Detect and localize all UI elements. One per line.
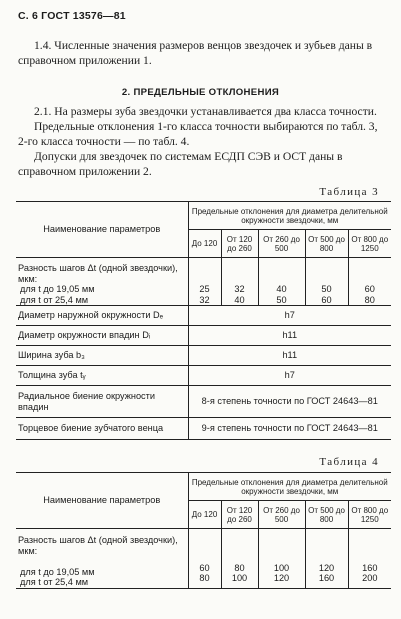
table3-group-header: Предельные отклонения для диаметра делительной окружности звездочки, мм	[188, 202, 391, 230]
table3-param-header: Наименование параметров	[43, 224, 161, 235]
paragraph-2-1b-text: Предельные отклонения 1-го класса точности выбираются по табл. 3, 2-го класса точности — по табл. 4.	[18, 120, 378, 148]
table-4	[16, 472, 391, 589]
table4-caption: Таблица 4	[319, 456, 379, 468]
table4-col-3: От 260 до 500	[258, 501, 305, 529]
table3-col-2: От 120 до 260	[221, 230, 258, 258]
table4-pitch-b: для t от 25,4 мм	[20, 577, 89, 587]
table3-col-1: До 120	[188, 230, 221, 258]
table3-pitch-val-1: 25 32	[188, 258, 221, 306]
table3-pitch-val-2: 32 40	[221, 258, 258, 306]
table4-pitch-val-4: 120 160	[305, 529, 348, 589]
table3-pitch-b: для t от 25,4 мм	[20, 294, 89, 305]
table4-pitch-val-1: 60 80	[188, 529, 221, 589]
table3-axial-label: Торцевое биение зубчатого венца	[16, 418, 188, 440]
table3-pitch-cell	[16, 258, 188, 306]
table3-caption: Таблица 3	[319, 186, 379, 198]
table3-pitch-label: Разность шагов Δt (одной звездочки), мкм:	[18, 263, 178, 284]
table4-col-4: От 500 до 800	[305, 501, 348, 529]
table3-pitch-val-5: 60 80	[348, 258, 391, 306]
table4-pitch-val-2: 80 100	[221, 529, 258, 589]
table4-col-2: От 120 до 260	[221, 501, 258, 529]
table-3	[16, 201, 391, 440]
section-title: 2. ПРЕДЕЛЬНЫЕ ОТКЛОНЕНИЯ	[121, 87, 280, 98]
page-header: С. 6 ГОСТ 13576—81	[18, 10, 126, 22]
table3-width-label: Ширина зуба b₃	[16, 346, 188, 366]
table4-group-header: Предельные отклонения для диаметра делительной окружности звездочки, мм	[188, 473, 391, 501]
table3-thickness-label: Толщина зуба tᵧ	[16, 366, 188, 386]
table4-pitch-cell	[16, 529, 188, 589]
table4-pitch-label: Разность шагов Δt (одной звездочки), мкм:	[18, 535, 178, 556]
paragraph-2-1c-text: Допуски для звездочек по системам ЕСДП СЭВ и ОСТ даны в справочном приложении 2.	[18, 150, 343, 178]
paragraph-1-4	[18, 38, 390, 68]
table3-col-3: От 260 до 500	[258, 230, 305, 258]
table4-pitch-val-3: 100 120	[258, 529, 305, 589]
table4-col-1: До 120	[188, 501, 221, 529]
table3-root-label: Диаметр окружности впадин Dᵢ	[16, 326, 188, 346]
table3-pitch-val-3: 40 50	[258, 258, 305, 306]
table4-pitch-a: для t до 19,05 мм	[20, 566, 95, 577]
table3-axial-value: 9-я степень точности по ГОСТ 24643—81	[188, 418, 391, 440]
paragraph-2-1-text: 2.1. На размеры зуба звездочки устанавливается два класса точности.	[34, 105, 377, 118]
table3-col-5: От 800 до 1250	[348, 230, 391, 258]
table3-outer-value: h7	[188, 306, 391, 326]
table3-root-value: h11	[188, 326, 391, 346]
table4-col-5: От 800 до 1250	[348, 501, 391, 529]
table3-thickness-value: h7	[188, 366, 391, 386]
table3-col-4: От 500 до 800	[305, 230, 348, 258]
table3-radial-value: 8-я степень точности по ГОСТ 24643—81	[188, 386, 391, 418]
table3-pitch-a: для t до 19,05 мм	[20, 284, 95, 294]
table3-radial-label: Радиальное биение окружности впадин	[16, 386, 188, 418]
paragraph-1-4-text: 1.4. Численные значения размеров венцов звездочек и зубьев даны в справочном приложении 1.	[18, 39, 373, 67]
table4-pitch-val-5: 160 200	[348, 529, 391, 589]
table4-param-header: Наименование параметров	[43, 495, 161, 506]
table3-width-value: h11	[188, 346, 391, 366]
table3-outer-label: Диаметр наружной окружности Dₑ	[16, 306, 188, 326]
table3-pitch-val-4: 50 60	[305, 258, 348, 306]
paragraph-2-1	[18, 104, 390, 179]
